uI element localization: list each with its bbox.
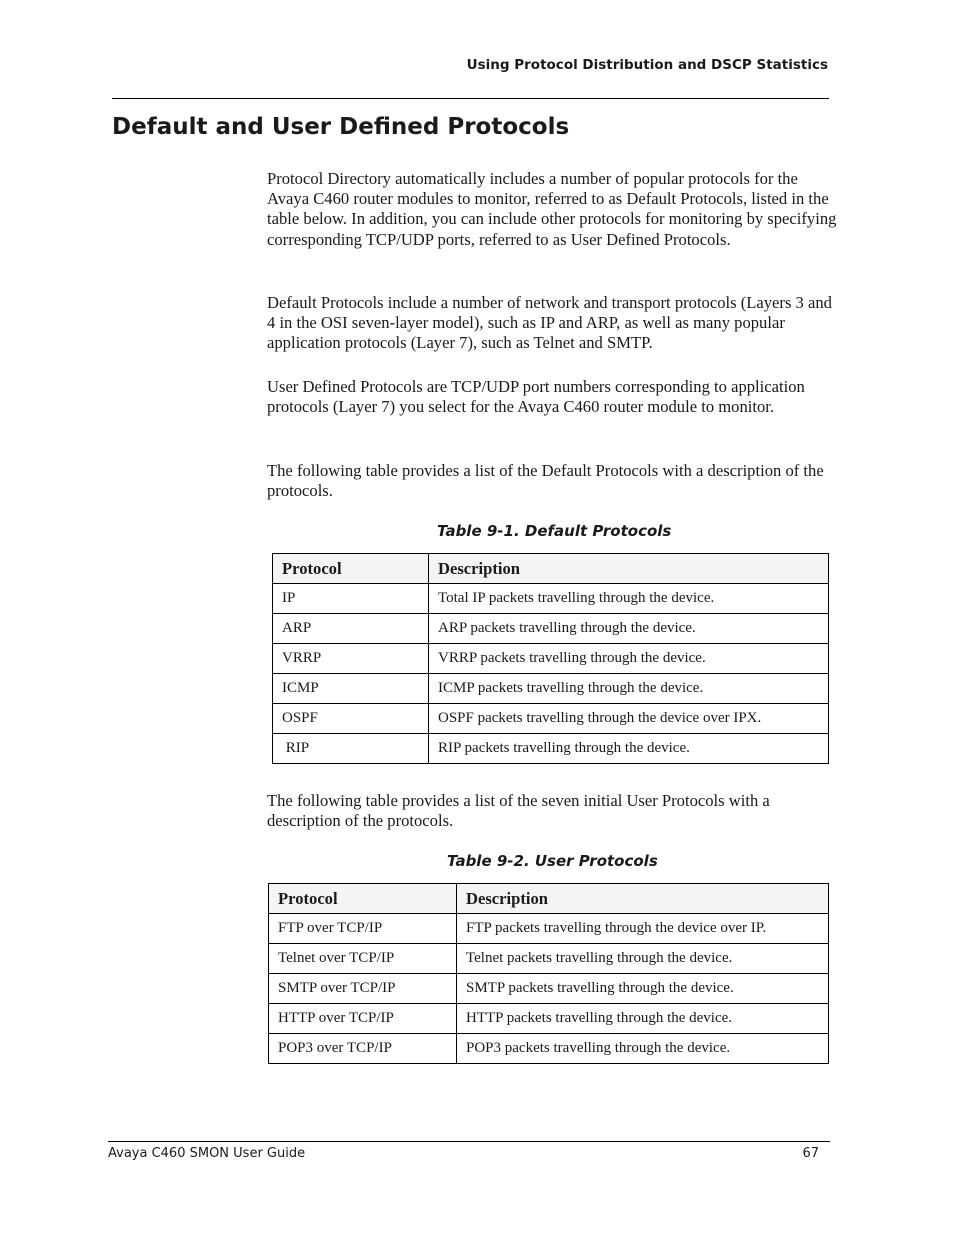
description-cell: Total IP packets travelling through the device. [429, 584, 829, 614]
protocol-cell: Telnet over TCP/IP [269, 944, 457, 974]
table-row [269, 944, 829, 974]
protocol-cell: IP [273, 584, 429, 614]
table-row [269, 914, 829, 944]
paragraph-default-protocols [267, 293, 837, 354]
paragraph-text: Protocol Directory automatically includes a number of popular protocols for the Avaya C460 router modules to monitor, referred to as Default Protocols, listed in the table below. In addition, you can include other protocols for monitoring by specifying corresponding TCP/UDP ports, referred to as User Defined Protocols. [267, 169, 837, 249]
running-head: Using Protocol Distribution and DSCP Statistics [466, 57, 828, 73]
table2-caption: Table 9-2. User Protocols [447, 852, 658, 870]
page-number: 67 [802, 1146, 819, 1161]
description-cell: POP3 packets travelling through the device. [457, 1034, 829, 1064]
paragraph-text: User Defined Protocols are TCP/UDP port numbers corresponding to application protocols (Layer 7) you select for the Avaya C460 router module to monitor. [267, 377, 805, 417]
protocol-cell: POP3 over TCP/IP [269, 1034, 457, 1064]
paragraph-table2-intro [267, 791, 837, 831]
column-header: Protocol [269, 884, 457, 914]
protocol-cell: FTP over TCP/IP [269, 914, 457, 944]
protocol-cell: ARP [273, 614, 429, 644]
description-cell: ARP packets travelling through the device. [429, 614, 829, 644]
protocol-cell: VRRP [273, 644, 429, 674]
table-row [269, 1034, 829, 1064]
paragraph-user-protocols [267, 377, 837, 417]
column-header: Description [457, 884, 829, 914]
footer-title: Avaya C460 SMON User Guide [108, 1146, 306, 1161]
section-title: Default and User Defined Protocols [112, 114, 570, 140]
description-cell: ICMP packets travelling through the device. [429, 674, 829, 704]
default-protocols-table [272, 553, 829, 764]
protocol-cell: SMTP over TCP/IP [269, 974, 457, 1004]
paragraph-intro [267, 169, 837, 250]
description-cell: VRRP packets travelling through the device. [429, 644, 829, 674]
user-protocols-table [268, 883, 829, 1064]
table-row [273, 704, 829, 734]
table-row [269, 974, 829, 1004]
table-header-row [273, 554, 829, 584]
description-cell: HTTP packets travelling through the device. [457, 1004, 829, 1034]
table-row [273, 584, 829, 614]
protocol-cell: HTTP over TCP/IP [269, 1004, 457, 1034]
paragraph-text: The following table provides a list of the Default Protocols with a description of the protocols. [267, 461, 824, 501]
description-cell: RIP packets travelling through the device. [429, 734, 829, 764]
table-row [273, 614, 829, 644]
table-header-row [269, 884, 829, 914]
paragraph-text: The following table provides a list of the seven initial User Protocols with a description of the protocols. [267, 791, 770, 831]
header-rule [112, 98, 829, 99]
paragraph-table1-intro [267, 461, 837, 501]
description-cell: SMTP packets travelling through the device. [457, 974, 829, 1004]
table-row [273, 644, 829, 674]
protocol-cell: ICMP [273, 674, 429, 704]
protocol-cell: OSPF [273, 704, 429, 734]
table-row [273, 674, 829, 704]
column-header: Protocol [273, 554, 429, 584]
table-row [273, 734, 829, 764]
description-cell: FTP packets travelling through the device over IP. [457, 914, 829, 944]
description-cell: Telnet packets travelling through the device. [457, 944, 829, 974]
paragraph-text: Default Protocols include a number of network and transport protocols (Layers 3 and 4 in the OSI seven-layer model), such as IP and ARP, as well as many popular application protocols (Layer 7), such as Telnet and SMTP. [267, 293, 832, 353]
footer-rule [108, 1141, 830, 1142]
table1-caption: Table 9-1. Default Protocols [437, 522, 672, 540]
table-row [269, 1004, 829, 1034]
protocol-cell: RIP [273, 734, 429, 764]
description-cell: OSPF packets travelling through the device over IPX. [429, 704, 829, 734]
column-header: Description [429, 554, 829, 584]
